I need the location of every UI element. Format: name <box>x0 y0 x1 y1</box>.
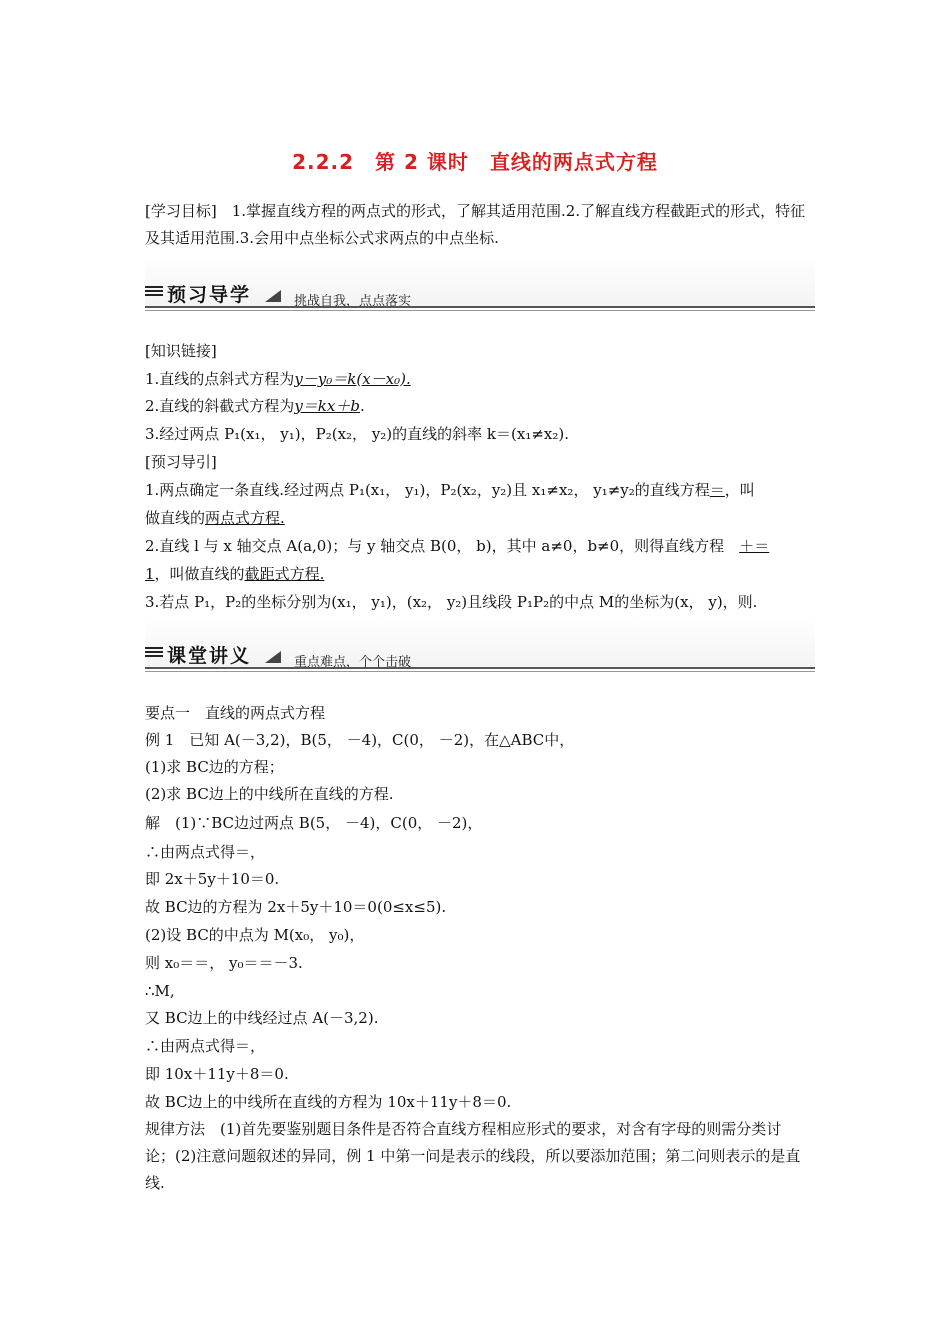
lecture-line: 解 (1)∵BC边过两点 B(5， －4)，C(0， －2)， <box>145 814 483 832</box>
banner-stripes-icon <box>145 286 163 300</box>
knowledge-link-label: [知识链接] <box>145 342 217 360</box>
banner-triangle-icon <box>265 290 281 302</box>
lecture-line: 即 10x＋11y＋8＝0. <box>145 1065 289 1083</box>
lecture-line: ∴M, <box>145 982 175 1000</box>
knowledge-item-2-text: 2.直线的斜截式方程为 <box>145 397 295 415</box>
guide-item-1-text-2: 做直线的 <box>145 509 206 527</box>
knowledge-item-1-answer: y－y₀＝k(x－x₀). <box>294 370 411 388</box>
guide-item-1-tail: ，叫 <box>724 481 755 499</box>
learning-objectives: [学习目标] 1.掌握直线方程的两点式的形式，了解其适用范围.2.了解直线方程截距式的形式，特征及其适用范围.3.会用中点坐标公式求两点的中点坐标. <box>145 202 806 247</box>
guide-item-2-answer: ＋＝ <box>739 537 770 555</box>
banner-subtitle: 挑战自我，点点落实 <box>294 294 412 309</box>
banner-triangle-icon <box>265 651 281 663</box>
lecture-line: 故 BC边上的中线所在直线的方程为 10x＋11y＋8＝0. <box>145 1093 512 1111</box>
guide-item-1-line-2 <box>145 505 810 531</box>
knowledge-item-1 <box>145 366 810 392</box>
section-banner-lecture <box>145 617 815 669</box>
banner-rule <box>145 667 815 669</box>
lecture-line: 则 x₀＝＝， y₀＝＝－3. <box>145 954 303 972</box>
knowledge-item-1-text: 1.直线的点斜式方程为 <box>145 370 295 388</box>
guide-item-2-text: 2.直线 l 与 x 轴交点 A(a,0)；与 y 轴交点 B(0， b)，其中 a≠0，b≠0，则得直线方程 <box>145 537 725 555</box>
guide-item-1-term: 两点式方程. <box>205 509 285 527</box>
guide-item-1-answer: ＝ <box>709 481 725 499</box>
lecture-line: 又 BC边上的中线经过点 A(－3,2). <box>145 1009 379 1027</box>
knowledge-item-3: 3.经过两点 P₁(x₁， y₁)，P₂(x₂， y₂)的直线的斜率 k＝(x₁≠x₂). <box>145 425 570 443</box>
guide-item-2-line-1 <box>145 533 810 559</box>
preview-guide-label: [预习导引] <box>145 453 217 471</box>
banner-rule-thin <box>145 671 815 672</box>
guide-item-1-line-1 <box>145 477 810 503</box>
section-banner-preview <box>145 256 815 308</box>
lecture-line: ∴由两点式得＝， <box>145 843 266 861</box>
lecture-line: (2)设 BC的中点为 M(x₀， y₀)， <box>145 926 365 944</box>
lecture-line: (2)求 BC边上的中线所在直线的方程. <box>145 785 394 803</box>
banner-heading: 预习导学 <box>167 284 252 306</box>
knowledge-item-2 <box>145 393 810 419</box>
guide-item-1-text: 1.两点确定一条直线.经过两点 P₁(x₁， y₁)，P₂(x₂，y₂)且 x₁≠x₂， y₁≠y₂的直线方程 <box>145 481 710 499</box>
knowledge-item-2-suffix: . <box>359 397 365 415</box>
guide-item-2-answer-cont: 1 <box>145 565 155 583</box>
banner-stripes-icon <box>145 647 163 661</box>
banner-subtitle: 重点难点，个个击破 <box>294 655 412 670</box>
lecture-line: 例 1 已知 A(－3,2)，B(5， －4)，C(0， －2)，在△ABC中， <box>145 731 575 749</box>
page-title: 2.2.2 第 2 课时 直线的两点式方程 <box>292 150 658 174</box>
knowledge-item-2-answer: y＝kx＋b <box>294 397 360 415</box>
lecture-line: 故 BC边的方程为 2x＋5y＋10＝0(0≤x≤5). <box>145 898 447 916</box>
lecture-line: 要点一 直线的两点式方程 <box>145 704 326 722</box>
guide-item-2-line-2 <box>145 561 810 587</box>
lecture-line: ∴由两点式得＝， <box>145 1037 266 1055</box>
guide-item-2-tail: ，叫做直线的 <box>154 565 245 583</box>
lecture-line: (1)求 BC边的方程； <box>145 758 284 776</box>
method-summary: 规律方法 (1)首先要鉴别题目条件是否符合直线方程相应形式的要求，对含有字母的则需分类讨论；(2)注意问题叙述的异同，例 1 中第一问是表示的线段，所以要添加范围；第二问则表示的是直线. <box>145 1120 801 1192</box>
guide-item-2-term: 截距式方程. <box>244 565 325 583</box>
banner-rule-thin <box>145 310 815 311</box>
guide-item-3: 3.若点 P₁，P₂的坐标分别为(x₁， y₁)，(x₂， y₂)且线段 P₁P₂的中点 M的坐标为(x， y)，则. <box>145 593 758 611</box>
lecture-line: 即 2x＋5y＋10＝0. <box>145 870 280 888</box>
banner-rule <box>145 306 815 308</box>
banner-heading: 课堂讲义 <box>167 645 252 667</box>
